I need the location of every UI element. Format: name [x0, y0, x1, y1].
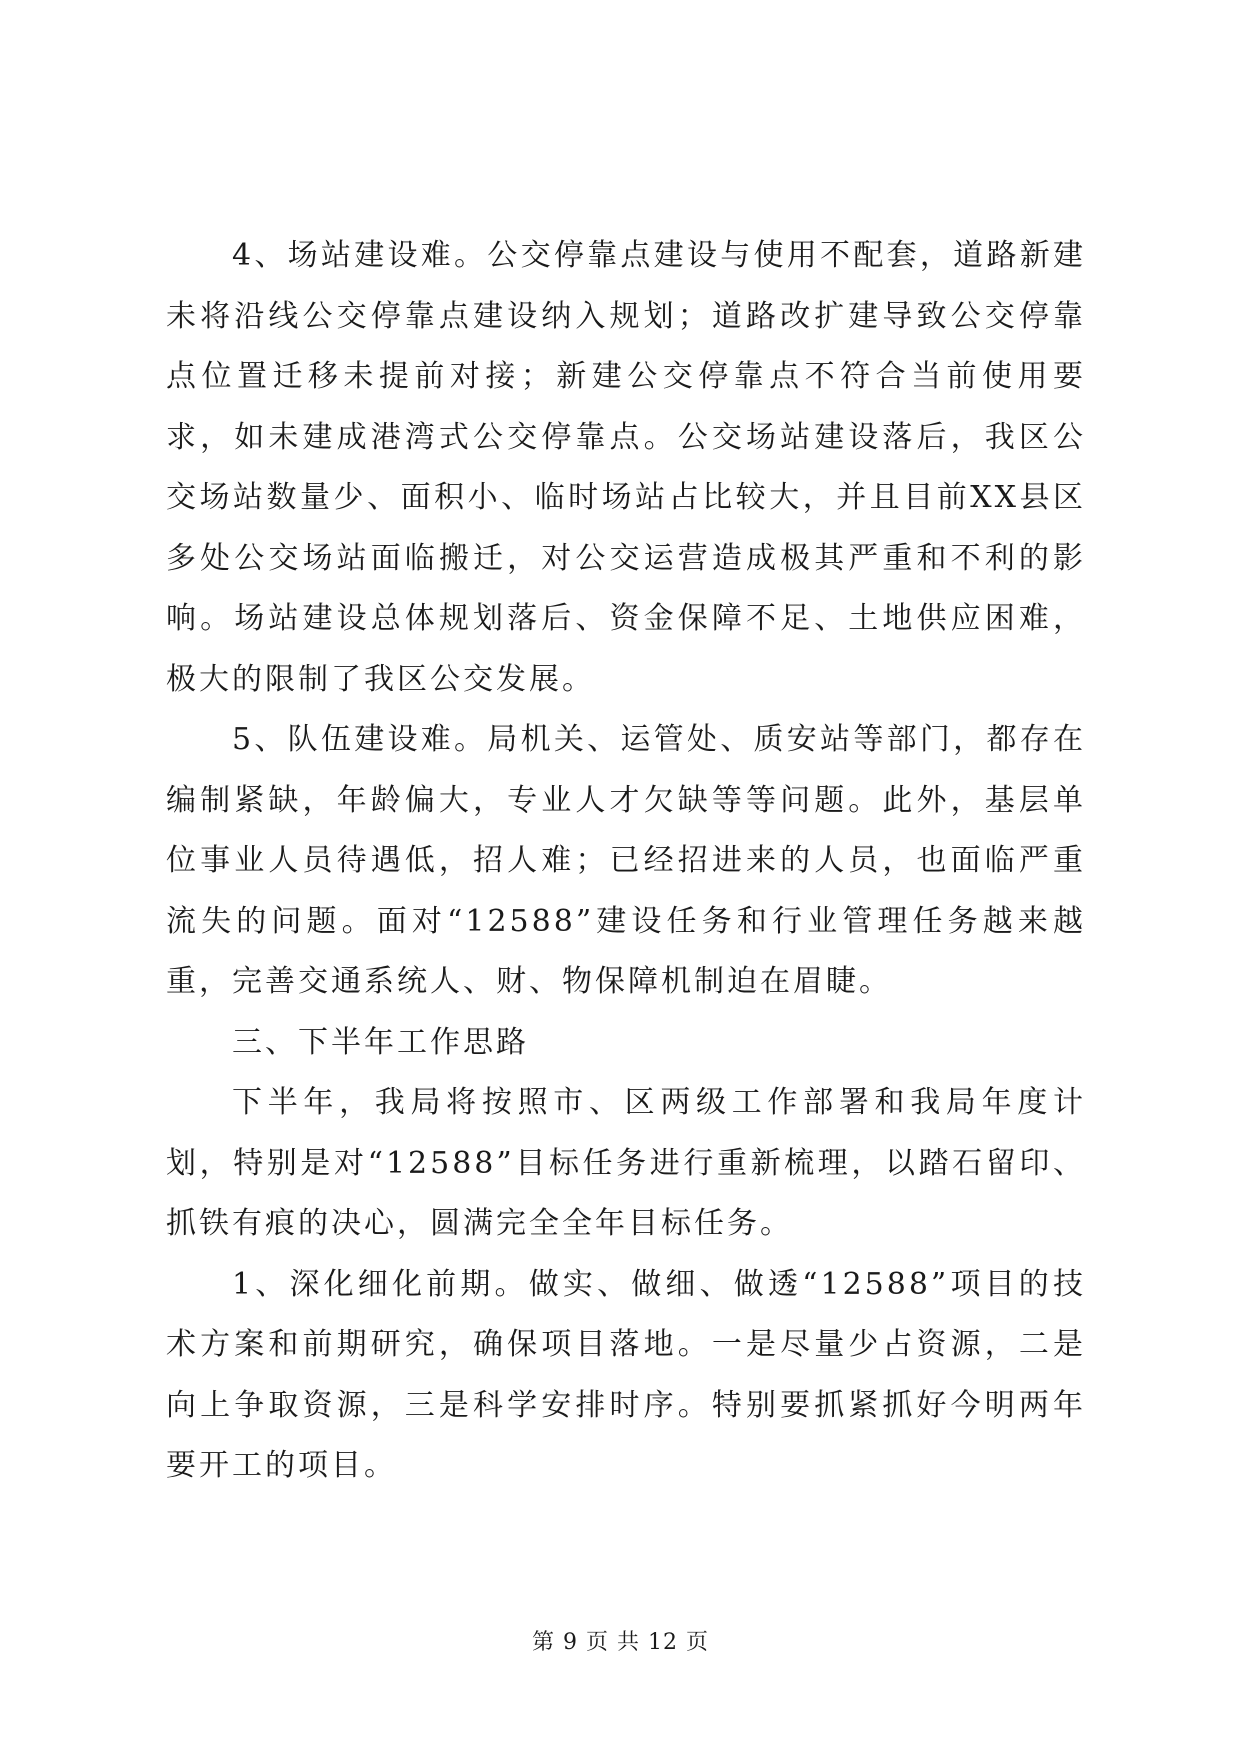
document-body	[166, 226, 1086, 1497]
paragraph-station-construction: 4、场站建设难。公交停靠点建设与使用不配套，道路新建未将沿线公交停靠点建设纳入规划；道路改扩建导致公交停靠点位置迁移未提前对接；新建公交停靠点不符合当前使用要求，如未建成港湾式公交停靠点。公交场站建设落后，我区公交场站数量少、面积小、临时场站占比较大，并且目前XX县区多处公交场站面临搬迁，对公交运营造成极其严重和不利的影响。场站建设总体规划落后、资金保障不足、土地供应困难，极大的限制了我区公交发展。	[166, 238, 1086, 697]
paragraph-preliminary-work: 1、深化细化前期。做实、做细、做透“12588”项目的技术方案和前期研究，确保项目落地。一是尽量少占资源，二是向上争取资源，三是科学安排时序。特别要抓紧抓好今明两年要开工的项目。	[166, 1266, 1086, 1483]
section-heading-work-plan: 三、下半年工作思路	[232, 1024, 529, 1060]
page-number-footer: 第 9 页 共 12 页	[532, 1630, 709, 1655]
paragraph-second-half-plan: 下半年，我局将按照市、区两级工作部署和我局年度计划，特别是对“12588”目标任务进行重新梳理，以踏石留印、抓铁有痕的决心，圆满完全全年目标任务。	[166, 1085, 1086, 1241]
paragraph-team-construction: 5、队伍建设难。局机关、运管处、质安站等部门，都存在编制紧缺，年龄偏大，专业人才欠缺等等问题。此外，基层单位事业人员待遇低，招人难；已经招进来的人员，也面临严重流失的问题。面对“12588”建设任务和行业管理任务越来越重，完善交通系统人、财、物保障机制迫在眉睫。	[166, 722, 1086, 999]
